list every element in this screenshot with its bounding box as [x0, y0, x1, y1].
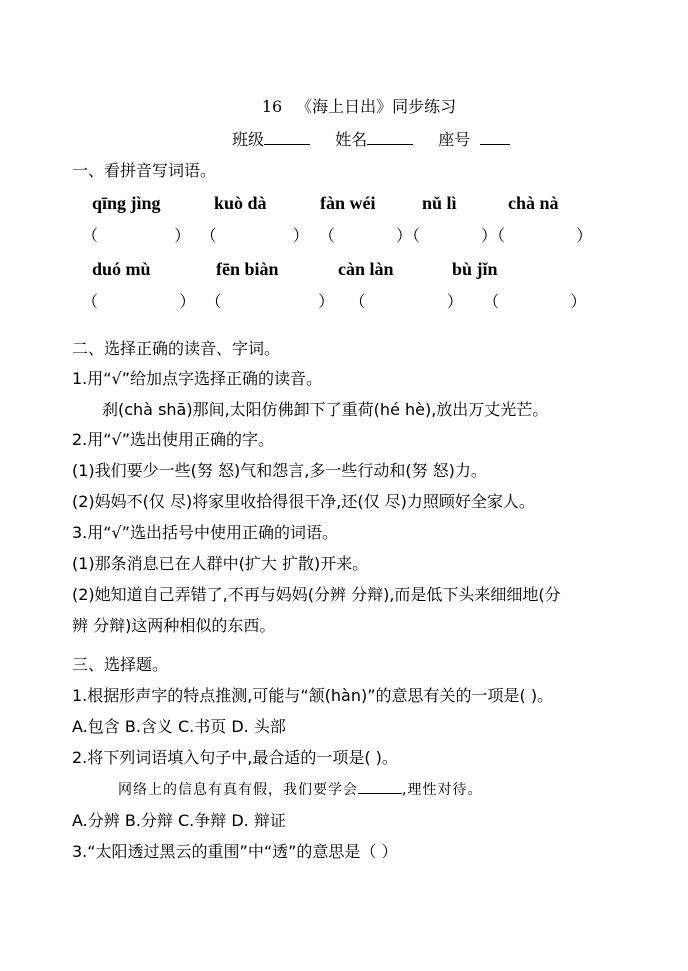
section2-heading: 二、选择正确的读音、字词。 [72, 339, 281, 358]
question-sentence: 辨 分辩)这两种相似的东西。 [72, 616, 276, 635]
pinyin-item: bù jǐn [452, 259, 498, 279]
class-field: 班级 [232, 130, 310, 149]
question-text: 2.用“√”选出使用正确的字。 [72, 430, 275, 449]
pinyin-item: càn làn [338, 259, 394, 279]
answer-parens-row1[interactable]: （ ） （ ） （ ）（ ）（ ） [82, 226, 593, 245]
fill-blank[interactable] [358, 779, 402, 794]
lesson-number: 16 [261, 97, 283, 116]
question-sentence: 网络上的信息有真有假，我们要学会 ,理性对待。 [118, 779, 482, 800]
student-info-line [232, 128, 530, 150]
question-text: 2.将下列词语填入句子中,最合适的一项是( )。 [72, 748, 398, 767]
page-title [0, 97, 688, 117]
question-sentence: (1)我们要少一些(努 怒)气和怨言,多一些行动和(努 怒)力。 [72, 461, 487, 480]
question-sentence: (2)她知道自己弄错了,不再与妈妈(分辨 分辩),而是低下头来细细地(分 [72, 585, 561, 604]
pinyin-item: kuò dà [214, 193, 267, 213]
seat-field: 座号 [438, 130, 510, 149]
name-blank[interactable] [367, 128, 413, 145]
question-sentence: (2)妈妈不(仅 尽)将家里收拾得很干净,还(仅 尽)力照顾好全家人。 [72, 492, 535, 511]
section3-heading: 三、选择题。 [72, 655, 169, 674]
pinyin-item: fēn biàn [216, 259, 279, 279]
name-field: 姓名 [335, 130, 413, 149]
question-sentence: (1)那条消息已在人群中(扩大 扩散)开来。 [72, 554, 369, 573]
class-blank[interactable] [264, 128, 310, 145]
answer-options: A.包含 B.含义 C.书页 D. 头部 [72, 717, 286, 736]
pinyin-item: chà nà [508, 193, 559, 213]
seat-blank[interactable] [480, 128, 510, 145]
question-sentence: 刹(chà shā)那间,太阳仿佛卸下了重荷(hé hè),放出万丈光芒。 [102, 400, 549, 419]
pinyin-item: qīng jìng [92, 193, 161, 213]
answer-parens-row2[interactable]: （ ） （ ） （ ） （ ） [82, 292, 587, 311]
pinyin-item: nǔ lì [422, 193, 457, 213]
question-text: 1.根据形声字的特点推测,可能与“颔(hàn)”的意思有关的一项是( )。 [72, 686, 554, 705]
question-text: 1.用“√”给加点字选择正确的读音。 [72, 369, 323, 388]
question-text: 3.用“√”选出括号中使用正确的词语。 [72, 523, 339, 542]
answer-options: A.分辨 B.分辩 C.争辩 D. 辩证 [72, 811, 286, 830]
section1-heading: 一、看拼音写词语。 [72, 161, 217, 180]
lesson-title: 《海上日出》同步练习 [296, 97, 457, 116]
pinyin-item: fàn wéi [320, 193, 376, 213]
pinyin-item: duó mù [92, 259, 151, 279]
question-text: 3.“太阳透过黑云的重围”中“透”的意思是（ ） [72, 842, 398, 861]
